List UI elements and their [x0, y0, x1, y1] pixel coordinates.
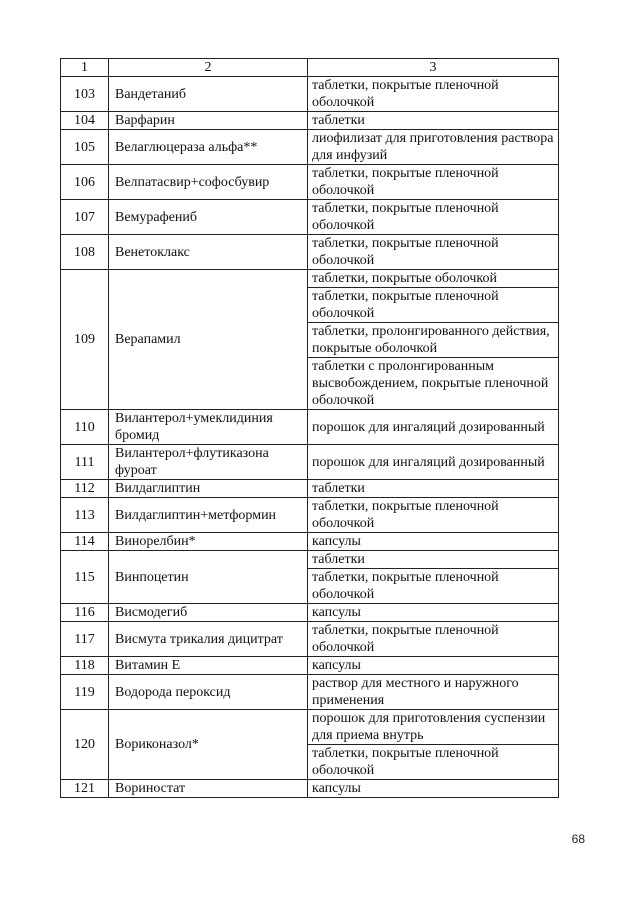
row-number: 117 [61, 622, 109, 657]
row-number: 105 [61, 130, 109, 165]
dosage-form: капсулы [308, 604, 559, 622]
table-row [61, 165, 559, 200]
drug-name: Висмодегиб [109, 604, 308, 622]
drug-name: Винорелбин* [109, 533, 308, 551]
table-row [61, 780, 559, 798]
drug-name: Винпоцетин [109, 551, 308, 604]
dosage-form: порошок для ингаляций дозированный [308, 410, 559, 445]
table-header-row [61, 59, 559, 77]
row-number: 107 [61, 200, 109, 235]
dosage-form: таблетки, покрытые пленочной оболочкой [308, 235, 559, 270]
row-number: 104 [61, 112, 109, 130]
row-number: 118 [61, 657, 109, 675]
drug-name: Велпатасвир+софосбувир [109, 165, 308, 200]
row-number: 114 [61, 533, 109, 551]
dosage-form: таблетки [308, 480, 559, 498]
table-row [61, 710, 559, 745]
drug-name: Вилантерол+флутиказона фуроат [109, 445, 308, 480]
dosage-form: таблетки, пролонгированного действия, покрытые оболочкой [308, 323, 559, 358]
dosage-form: капсулы [308, 657, 559, 675]
column-header-form: 3 [308, 59, 559, 77]
row-number: 121 [61, 780, 109, 798]
table-body [61, 77, 559, 798]
dosage-form: таблетки, покрытые пленочной оболочкой [308, 498, 559, 533]
drug-name: Вилдаглиптин [109, 480, 308, 498]
table-row [61, 410, 559, 445]
dosage-form: таблетки, покрытые оболочкой [308, 270, 559, 288]
dosage-form: таблетки, покрытые пленочной оболочкой [308, 77, 559, 112]
drug-name: Вориностат [109, 780, 308, 798]
drug-name: Верапамил [109, 270, 308, 410]
row-number: 111 [61, 445, 109, 480]
table-row [61, 533, 559, 551]
table-row [61, 200, 559, 235]
row-number: 116 [61, 604, 109, 622]
row-number: 113 [61, 498, 109, 533]
dosage-form: таблетки с пролонгированным высвобождением, покрытые пленочной оболочкой [308, 358, 559, 410]
drug-name: Водорода пероксид [109, 675, 308, 710]
table-row [61, 235, 559, 270]
table-row [61, 657, 559, 675]
dosage-form: таблетки, покрытые пленочной оболочкой [308, 622, 559, 657]
table-row [61, 622, 559, 657]
column-header-number: 1 [61, 59, 109, 77]
table-row [61, 675, 559, 710]
table-row [61, 445, 559, 480]
table-row [61, 551, 559, 569]
dosage-form: таблетки, покрытые пленочной оболочкой [308, 200, 559, 235]
drug-name: Вориконазол* [109, 710, 308, 780]
dosage-form: раствор для местного и наружного применения [308, 675, 559, 710]
table-row [61, 498, 559, 533]
table-row [61, 112, 559, 130]
dosage-form: капсулы [308, 780, 559, 798]
table-row [61, 480, 559, 498]
table-row [61, 604, 559, 622]
drug-name: Велаглюцераза альфа** [109, 130, 308, 165]
dosage-form: капсулы [308, 533, 559, 551]
row-number: 112 [61, 480, 109, 498]
dosage-form: таблетки [308, 551, 559, 569]
drug-name: Висмута трикалия дицитрат [109, 622, 308, 657]
table-row [61, 77, 559, 112]
drug-name: Витамин Е [109, 657, 308, 675]
drug-name: Варфарин [109, 112, 308, 130]
drug-name: Вилантерол+умеклидиния бромид [109, 410, 308, 445]
row-number: 109 [61, 270, 109, 410]
drug-name: Вемурафениб [109, 200, 308, 235]
drug-table [60, 58, 559, 798]
table-row [61, 130, 559, 165]
column-header-name: 2 [109, 59, 308, 77]
dosage-form: порошок для приготовления суспензии для приема внутрь [308, 710, 559, 745]
row-number: 115 [61, 551, 109, 604]
dosage-form: таблетки, покрытые пленочной оболочкой [308, 569, 559, 604]
dosage-form: таблетки, покрытые пленочной оболочкой [308, 745, 559, 780]
dosage-form: таблетки [308, 112, 559, 130]
page-number: 68 [571, 832, 585, 846]
dosage-form: таблетки, покрытые пленочной оболочкой [308, 288, 559, 323]
row-number: 119 [61, 675, 109, 710]
table-row [61, 270, 559, 288]
row-number: 108 [61, 235, 109, 270]
row-number: 106 [61, 165, 109, 200]
drug-name: Вандетаниб [109, 77, 308, 112]
dosage-form: лиофилизат для приготовления раствора для инфузий [308, 130, 559, 165]
drug-name: Вилдаглиптин+метформин [109, 498, 308, 533]
row-number: 110 [61, 410, 109, 445]
dosage-form: таблетки, покрытые пленочной оболочкой [308, 165, 559, 200]
drug-name: Венетоклакс [109, 235, 308, 270]
row-number: 120 [61, 710, 109, 780]
row-number: 103 [61, 77, 109, 112]
dosage-form: порошок для ингаляций дозированный [308, 445, 559, 480]
